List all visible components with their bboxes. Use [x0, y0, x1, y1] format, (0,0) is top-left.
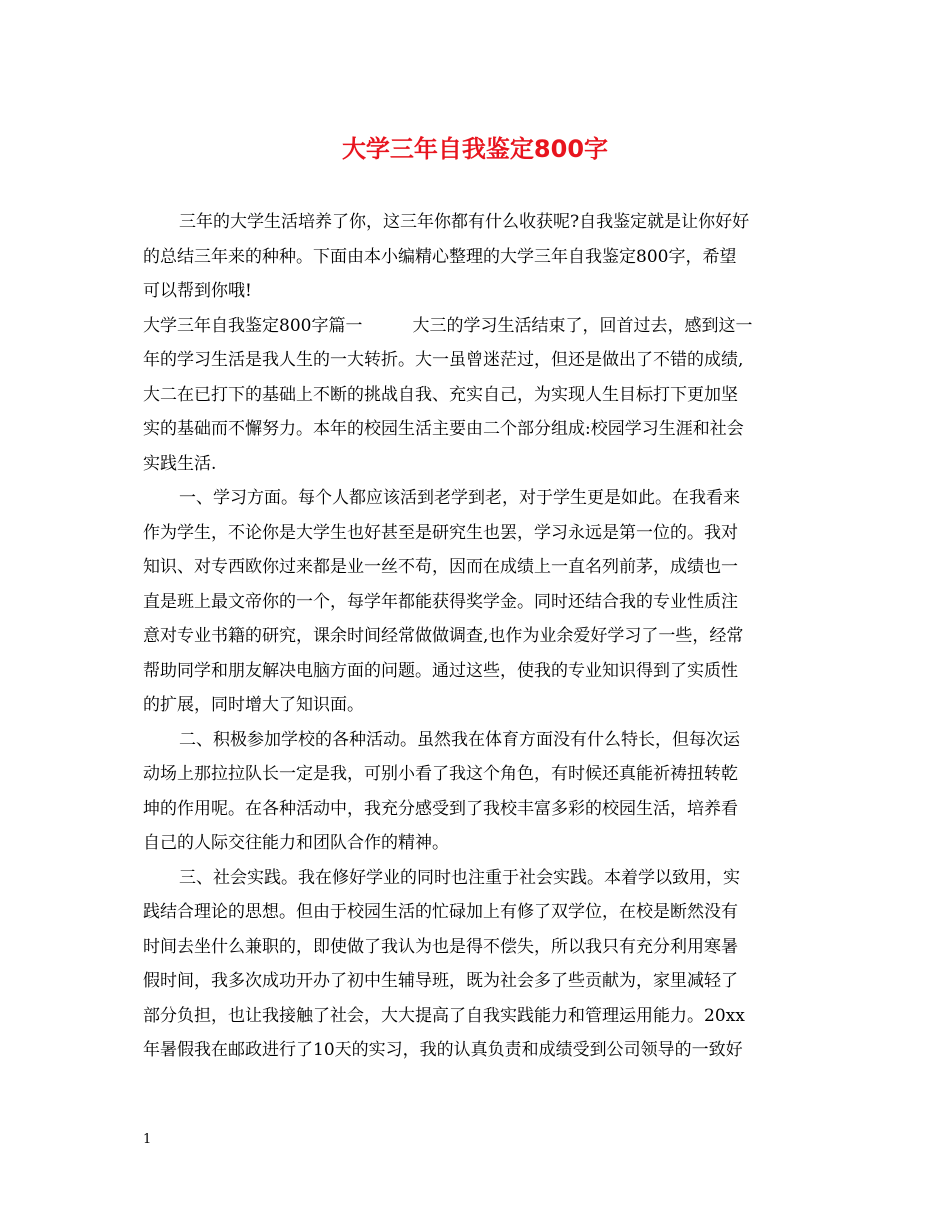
- paragraph-line: 直是班上最文帝你的一个，每学年都能获得奖学金。同时还结合我的专业性质注: [143, 591, 738, 612]
- paragraph-line: 时间去坐什么兼职的，即使做了我认为也是得不偿失，所以我只有充分利用寒暑: [143, 936, 738, 957]
- document-title: 大学三年自我鉴定800字: [341, 135, 609, 163]
- paragraph-line: 坤的作用呢。在各种活动中，我充分感受到了我校丰富多彩的校园生活，培养看: [143, 798, 738, 819]
- paragraph-line: 实践生活.: [143, 453, 217, 474]
- paragraph-line: 一、学习方面。每个人都应该活到老学到老，对于学生更是如此。在我看来: [179, 488, 740, 508]
- paragraph-line: 假时间，我多次成功开办了初中生辅导班，既为社会多了些贡献为，家里减轻了: [143, 971, 738, 991]
- paragraph-line: 大二在已打下的基础上不断的挑战自我、充实自己，为实现人生目标打下更加坚: [143, 384, 738, 405]
- paragraph-line: 三、社会实践。我在修好学业的同时也注重于社会实践。本着学以致用，实: [179, 867, 740, 888]
- document-body: [143, 205, 810, 1068]
- paragraph-line: 意对专业书籍的研究，课余时间经常做做调查,也作为业余爱好学习了一些，经常: [143, 626, 744, 646]
- section-heading-line: [143, 309, 810, 344]
- paragraph-line: 作为学生，不论你是大学生也好甚至是研究生也罢，学习永远是第一位的。我对: [143, 522, 738, 543]
- paragraph-line: 自己的人际交往能力和团队合作的精神。: [143, 833, 449, 853]
- paragraph-line: 可以帮到你哦!: [143, 281, 252, 301]
- paragraph-line: 二、积极参加学校的各种活动。虽然我在体育方面没有什么特长，但每次运: [179, 729, 740, 750]
- paragraph-line: 三年的大学生活培养了你，这三年你都有什么收获呢?自我鉴定就是让你好好: [179, 212, 750, 232]
- paragraph-line: 知识、对专西欧你过来都是业一丝不苟，因而在成绩上一直名列前茅，成绩也一: [143, 557, 738, 577]
- section-heading: 大学三年自我鉴定800字篇一: [143, 315, 363, 336]
- paragraph-line: 的扩展，同时增大了知识面。: [143, 695, 364, 715]
- paragraph-line: 的总结三年来的种种。下面由本小编精心整理的大学三年自我鉴定800字，希望: [143, 246, 737, 267]
- paragraph-line: 年暑假我在邮政进行了10天的实习，我的认真负责和成绩受到公司领导的一致好: [143, 1040, 743, 1060]
- paragraph-line: 部分负担，也让我接触了社会，大大提高了自我实践能力和管理运用能力。20xx: [143, 1005, 745, 1026]
- paragraph-line: 帮助同学和朋友解决电脑方面的问题。通过这些，使我的专业知识得到了实质性: [143, 660, 738, 681]
- paragraph-line: 实的基础而不懈努力。本年的校园生活主要由二个部分组成:校园学习生涯和社会: [143, 419, 744, 439]
- paragraph-line: 年的学习生活是我人生的一大转折。大一虽曾迷茫过，但还是做出了不错的成绩,: [143, 350, 744, 370]
- paragraph-text: 大三的学习生活结束了，回首过去，感到这一: [412, 315, 753, 336]
- paragraph-line: 动场上那拉拉队长一定是我，可别小看了我这个角色，有时候还真能祈祷扭转乾: [143, 764, 738, 784]
- page-number: 1: [143, 1132, 152, 1147]
- paragraph-line: 践结合理论的思想。但由于校园生活的忙碌加上有修了双学位，在校是断然没有: [143, 902, 738, 922]
